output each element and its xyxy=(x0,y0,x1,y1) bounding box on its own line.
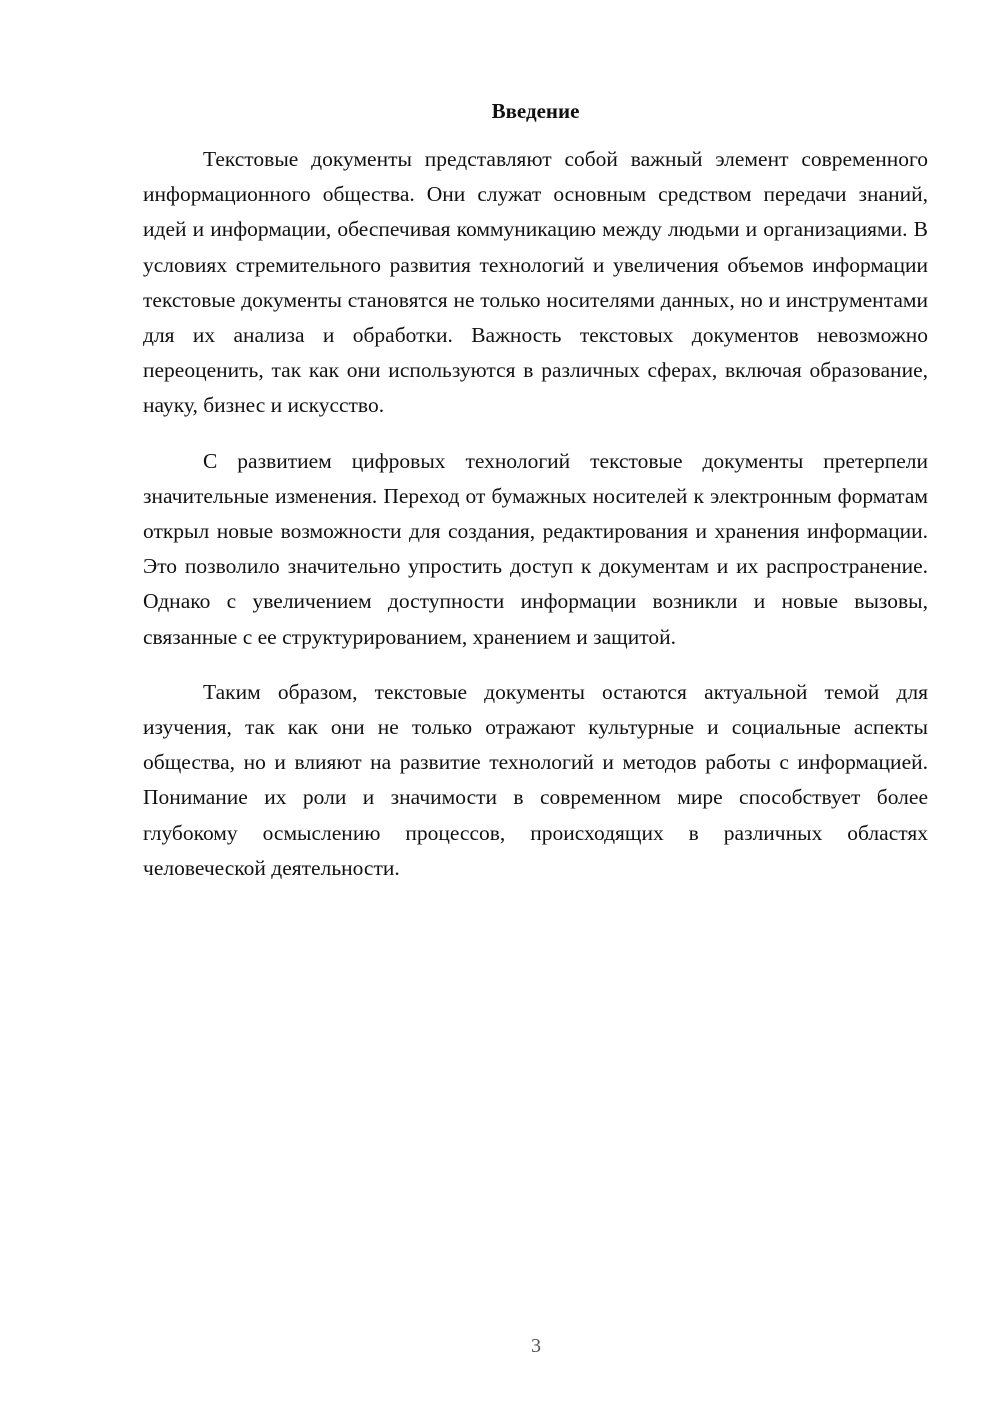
page-number: 3 xyxy=(531,1335,541,1357)
paragraph-3: Таким образом, текстовые документы остаются актуальной темой для изучения, так как они не только отражают культурные и социальные аспекты общества, но и влияют на развитие технологий и методов работы с информацией. Понимание их роли и значимости в современном мире способствует более глубокому осмыслению процессов, происходящих в различных областях человеческой деятельности. xyxy=(143,679,928,880)
paragraph-1: Текстовые документы представляют собой важный элемент современного информационного общества. Они служат основным средством передачи знаний, идей и информации, обеспечивая коммуникацию между людьми и организациями. В условиях стремительного развития технологий и увеличения объемов информации текстовые документы становятся не только носителями данных, но и инструментами для их анализа и обработки. Важность текстовых документов невозможно переоценить, так как они используются в различных сферах, включая образование, науку, бизнес и искусство. xyxy=(143,147,928,418)
body-text xyxy=(143,142,928,906)
paragraph-2: С развитием цифровых технологий текстовые документы претерпели значительные изменения. Переход от бумажных носителей к электронным форматам открыл новые возможности для создания, редактирования и хранения информации. Это позволило значительно упростить доступ к документам и их распространение. Однако с увеличением доступности информации возникли и новые вызовы, связанные с ее структурированием, хранением и защитой. xyxy=(143,448,928,649)
section-title: Введение xyxy=(491,99,580,123)
